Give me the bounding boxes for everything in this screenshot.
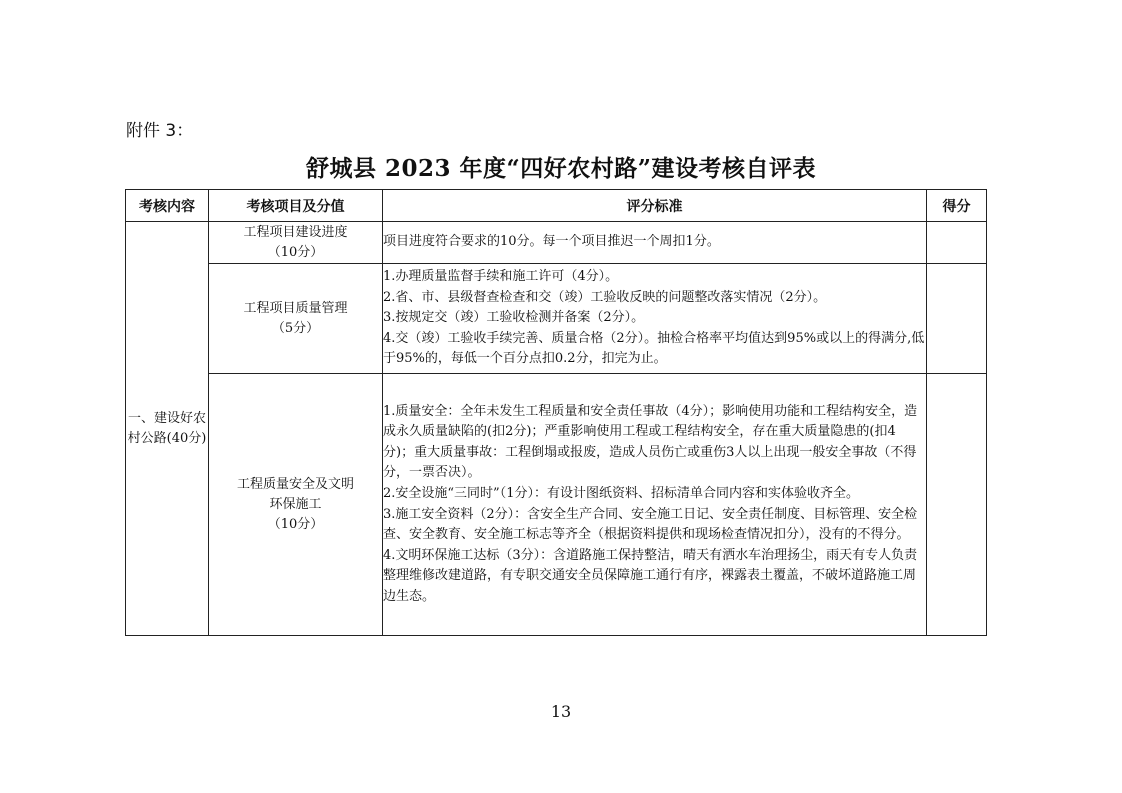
header-score: 得分 <box>927 190 987 222</box>
score-cell[interactable] <box>927 264 987 374</box>
table-row <box>126 374 987 636</box>
document-title: 舒城县 2023 年度“四好农村路”建设考核自评表 <box>306 155 816 182</box>
score-cell[interactable] <box>927 374 987 636</box>
header-content: 考核内容 <box>126 190 209 222</box>
criteria-line: 1.质量安全：全年未发生工程质量和安全责任事故（4分）；影响使用功能和工程结构安全，造成永久质量缺陷的(扣2分)；严重影响使用工程或工程结构安全，存在重大质量隐患的(扣4分)；重大质量事故：工程倒塌或报废，造成人员伤亡或重伤3人以上出现一般安全事故（不得分，一票否决）。 <box>383 403 918 481</box>
criteria-cell <box>383 222 927 264</box>
criteria-line: 1.办理质量监督手续和施工许可（4分）。 <box>383 269 619 285</box>
item-score: （10分） <box>267 244 324 260</box>
assessment-table <box>125 189 987 636</box>
item-name: 工程质量安全及文明环保施工 <box>236 476 354 512</box>
category-cell: 一、建设好农村公路(40分) <box>126 222 209 636</box>
criteria-cell <box>383 264 927 374</box>
item-cell <box>209 264 383 374</box>
criteria-line: 4.文明环保施工达标（3分）：含道路施工保持整洁，晴天有洒水车治理扬尘，雨天有专人负责整理维修改建道路，有专职交通安全员保障施工通行有序，裸露表土覆盖，不破坏道路施工周边生态。 <box>383 547 918 604</box>
item-cell <box>209 374 383 636</box>
item-score: （5分） <box>271 320 320 336</box>
criteria-cell <box>383 374 927 636</box>
criteria-line: 2.安全设施“三同时”（1分）：有设计图纸资料、招标清单合同内容和实体验收齐全。 <box>383 485 859 501</box>
item-cell <box>209 222 383 264</box>
criteria-line: 项目进度符合要求的10分。每一个项目推迟一个周扣1分。 <box>383 234 720 250</box>
table-header-row <box>126 190 987 222</box>
table-row <box>126 264 987 374</box>
table-row <box>126 222 987 264</box>
item-name: 工程项目质量管理 <box>243 300 348 316</box>
criteria-line: 3.施工安全资料（2分）：含安全生产合同、安全施工日记、安全责任制度、目标管理、安全检查、安全教育、安全施工标志等齐全（根据资料提供和现场检查情况扣分），没有的不得分。 <box>383 506 918 543</box>
criteria-line: 3.按规定交（竣）工验收检测并备案（2分）。 <box>383 310 645 326</box>
header-item-score: 考核项目及分值 <box>209 190 383 222</box>
header-criteria: 评分标准 <box>383 190 927 222</box>
criteria-line: 4.交（竣）工验收手续完善、质量合格（2分）。抽检合格率平均值达到95%或以上的得满分,低于95%的，每低一个百分点扣0.2分，扣完为止。 <box>383 330 925 367</box>
score-cell[interactable] <box>927 222 987 264</box>
attachment-label: 附件 3： <box>126 121 194 141</box>
item-score: （10分） <box>267 516 324 532</box>
item-name: 工程项目建设进度 <box>243 224 348 240</box>
page-number: 13 <box>550 702 572 721</box>
criteria-line: 2.省、市、县级督查检查和交（竣）工验收反映的问题整改落实情况（2分）。 <box>383 289 827 305</box>
